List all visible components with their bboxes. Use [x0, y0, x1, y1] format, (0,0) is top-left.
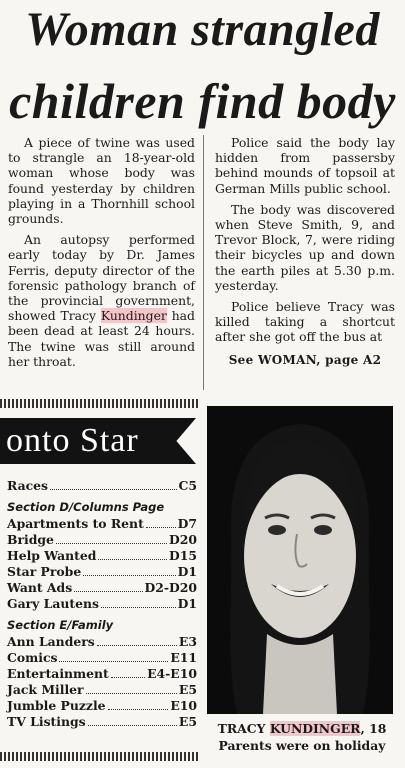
- index-item-name: Gary Lautens: [7, 596, 99, 611]
- index-row[interactable]: [7, 516, 197, 532]
- caption-first-name: TRACY: [217, 721, 270, 736]
- highlighted-name: Kundinger: [100, 308, 167, 324]
- column-divider: [203, 135, 204, 390]
- index-row[interactable]: [7, 698, 197, 714]
- index-item-name: Help Wanted: [7, 548, 97, 563]
- leader-dots: [86, 693, 177, 694]
- portrait-photo: [207, 406, 393, 714]
- masthead-title: onto Star: [6, 422, 139, 459]
- leader-dots: [98, 559, 167, 560]
- section-heading: Section D/Columns Page: [7, 500, 165, 514]
- index-item-name: Ann Landers: [7, 634, 95, 649]
- story-autopsy-text: An autopsy performed early today by Dr. James Ferris, deputy director of the forensic pathology branch of the provincial: [8, 232, 195, 309]
- index-item-name: Entertainment: [7, 666, 109, 681]
- index-item-name: Bridge: [7, 532, 54, 547]
- caption-age: , 18: [360, 721, 387, 736]
- index-row[interactable]: [7, 532, 197, 548]
- index-item-name: Jack Miller: [7, 682, 84, 697]
- index-item-name: Comics: [7, 650, 58, 665]
- index-row[interactable]: [7, 634, 197, 650]
- index-row[interactable]: [7, 666, 197, 682]
- contents-index: [7, 478, 197, 730]
- section-d-list: [7, 516, 197, 612]
- index-item-name: Want Ads: [7, 580, 73, 595]
- leader-dots: [50, 489, 177, 490]
- index-item-name: Races: [7, 478, 49, 493]
- index-item-name: Jumble Puzzle: [7, 698, 106, 713]
- index-item-page: E11: [170, 650, 197, 665]
- leader-dots: [59, 661, 168, 662]
- index-item-page: C5: [178, 478, 197, 493]
- index-item-page: D1: [177, 596, 197, 611]
- story-autopsy-end: had been dead at least 24 hours. The twine was still around her throat.: [8, 308, 195, 369]
- portrait-image: [207, 406, 393, 714]
- index-row[interactable]: [7, 650, 197, 666]
- leader-dots: [97, 645, 177, 646]
- leader-dots: [108, 709, 169, 710]
- story-paragraph: A piece of twine was used to strangle an 18-year-old woman whose body was found yesterday by children playing in a Thornhill school grounds.: [8, 135, 195, 227]
- story-paragraph: Police said the body lay hidden from passersby behind mounds of topsoil at German Mills public school.: [215, 135, 395, 196]
- index-item-page: E5: [178, 682, 197, 697]
- index-item-name: Star Probe: [7, 564, 82, 579]
- headline-line-2: children find body: [9, 73, 396, 129]
- leader-dots: [88, 725, 177, 726]
- index-row[interactable]: [7, 548, 197, 564]
- index-item-page: E10: [170, 698, 197, 713]
- leader-dots: [74, 591, 142, 592]
- caption-surname: KUNDINGER: [269, 721, 361, 736]
- index-item-page: D15: [169, 548, 197, 563]
- index-item-page: D7: [177, 516, 197, 531]
- index-item-name: TV Listings: [7, 714, 86, 729]
- section-heading: Section E/Family: [7, 618, 114, 632]
- index-item-page: E5: [178, 714, 197, 729]
- continued-link[interactable]: See WOMAN, page A2: [228, 352, 382, 367]
- index-row[interactable]: [7, 596, 197, 612]
- index-item-page: D1: [177, 564, 197, 579]
- index-row[interactable]: [7, 714, 197, 730]
- index-row[interactable]: [7, 478, 197, 494]
- headline-line-1: Woman strangled: [25, 3, 380, 56]
- index-item-page: E3: [178, 634, 197, 649]
- story-right-column: [215, 135, 395, 368]
- caption-name-line: [207, 720, 397, 737]
- photo-caption: [207, 720, 397, 754]
- caption-subtitle: Parents were on holiday: [218, 738, 386, 753]
- leader-dots: [111, 677, 145, 678]
- story-autopsy-continued: government, showed Tracy: [8, 293, 195, 324]
- leader-dots: [101, 607, 176, 608]
- index-row[interactable]: [7, 682, 197, 698]
- index-row[interactable]: [7, 580, 197, 596]
- index-row[interactable]: [7, 564, 197, 580]
- story-left-column: [8, 135, 195, 375]
- story-paragraph: [8, 232, 195, 369]
- index-item-name: Apartments to Rent: [7, 516, 144, 531]
- leader-dots: [146, 527, 176, 528]
- index-item-page: E4-E10: [147, 666, 197, 681]
- dotted-rule: [0, 752, 200, 761]
- leader-dots: [56, 543, 167, 544]
- index-item-page: D2-D20: [144, 580, 197, 595]
- dotted-rule: [0, 399, 200, 408]
- index-item-page: D20: [169, 532, 197, 547]
- leader-dots: [83, 575, 175, 576]
- story-paragraph: The body was discovered when Steve Smith, 9, and Trevor Block, 7, were riding their bicycles up and down the earth piles at 5.30 p.m. yesterday.: [215, 201, 395, 293]
- story-paragraph: Police believe Tracy was killed taking a shortcut after she got off the bus at: [215, 299, 395, 345]
- section-e-list: [7, 634, 197, 730]
